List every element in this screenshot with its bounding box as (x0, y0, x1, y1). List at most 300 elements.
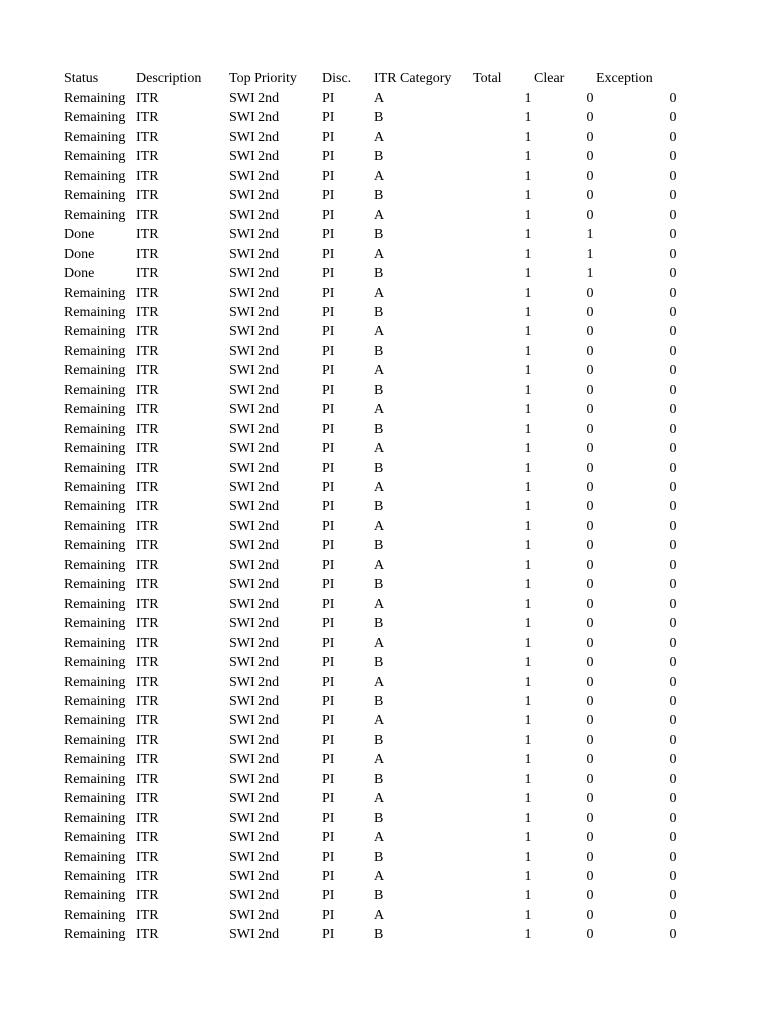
cell-clear: 0 (586, 810, 594, 826)
cell-status: Remaining (64, 674, 126, 690)
table-row (0, 497, 768, 516)
cell-description: ITR (136, 402, 159, 418)
cell-total: 1 (524, 363, 532, 379)
cell-disc: PI (322, 732, 335, 748)
cell-disc: PI (322, 110, 335, 126)
cell-total: 1 (524, 110, 532, 126)
cell-description: ITR (136, 460, 159, 476)
cell-status: Remaining (64, 343, 126, 359)
cell-exception: 0 (669, 480, 677, 495)
cell-disc: PI (322, 655, 335, 671)
cell-description: ITR (136, 752, 159, 768)
cell-status: Remaining (64, 129, 126, 145)
cell-total: 1 (524, 810, 532, 826)
cell-itr-category: B (374, 655, 384, 671)
cell-clear: 0 (586, 674, 594, 690)
table-row (0, 439, 768, 458)
cell-clear: 0 (586, 830, 594, 846)
cell-itr-category: B (374, 693, 384, 709)
cell-description: ITR (136, 693, 159, 709)
table-row (0, 361, 768, 380)
cell-exception: 0 (669, 616, 677, 632)
cell-description: ITR (136, 168, 159, 184)
cell-total: 1 (524, 499, 532, 515)
cell-disc: PI (322, 304, 335, 320)
cell-exception: 0 (669, 266, 677, 282)
cell-top-priority: SWI 2nd (229, 557, 280, 573)
cell-total: 1 (524, 791, 532, 807)
table-row (0, 653, 768, 672)
cell-itr-category: B (374, 732, 384, 748)
cell-exception: 0 (669, 693, 677, 709)
cell-top-priority: SWI 2nd (229, 577, 280, 593)
table-row (0, 711, 768, 730)
cell-itr-category: B (374, 266, 384, 282)
cell-disc: PI (322, 538, 335, 554)
cell-itr-category: B (374, 304, 384, 320)
table-row (0, 167, 768, 186)
cell-exception: 0 (669, 791, 677, 807)
cell-exception: 0 (669, 460, 677, 476)
cell-disc: PI (322, 674, 335, 690)
cell-description: ITR (136, 849, 159, 865)
cell-clear: 0 (586, 577, 594, 593)
table-row (0, 886, 768, 905)
table-row (0, 517, 768, 536)
cell-description: ITR (136, 227, 159, 243)
table-row (0, 673, 768, 692)
cell-disc: PI (322, 149, 335, 165)
cell-top-priority: SWI 2nd (229, 129, 280, 145)
table-row (0, 556, 768, 575)
cell-clear: 0 (586, 888, 594, 904)
cell-itr-category: B (374, 188, 384, 204)
cell-top-priority: SWI 2nd (229, 907, 280, 923)
cell-clear: 0 (586, 421, 594, 437)
cell-itr-category: B (374, 538, 384, 554)
cell-itr-category: B (374, 227, 384, 243)
cell-disc: PI (322, 363, 335, 379)
cell-top-priority: SWI 2nd (229, 285, 280, 301)
cell-top-priority: SWI 2nd (229, 732, 280, 748)
cell-exception: 0 (669, 129, 677, 145)
cell-total: 1 (524, 129, 532, 145)
cell-status: Remaining (64, 518, 126, 534)
cell-total: 1 (524, 441, 532, 457)
cell-itr-category: A (374, 557, 385, 573)
cell-exception: 0 (669, 188, 677, 204)
cell-total: 1 (524, 246, 532, 262)
cell-description: ITR (136, 304, 159, 320)
cell-top-priority: SWI 2nd (229, 460, 280, 476)
cell-clear: 1 (586, 266, 594, 282)
table-row (0, 867, 768, 886)
table-row (0, 147, 768, 166)
cell-total: 1 (524, 460, 532, 476)
cell-clear: 0 (586, 285, 594, 301)
cell-status: Remaining (64, 168, 126, 184)
cell-disc: PI (322, 577, 335, 593)
cell-description: ITR (136, 110, 159, 126)
cell-disc: PI (322, 907, 335, 923)
table-row (0, 186, 768, 205)
cell-total: 1 (524, 188, 532, 204)
cell-status: Remaining (64, 616, 126, 632)
table-row (0, 400, 768, 419)
cell-itr-category: A (374, 635, 385, 651)
cell-exception: 0 (669, 810, 677, 826)
cell-total: 1 (524, 674, 532, 690)
cell-exception: 0 (669, 402, 677, 418)
cell-exception: 0 (669, 421, 677, 437)
cell-top-priority: SWI 2nd (229, 635, 280, 651)
cell-total: 1 (524, 285, 532, 301)
cell-description: ITR (136, 363, 159, 379)
cell-total: 1 (524, 324, 532, 340)
cell-status: Remaining (64, 713, 126, 729)
cell-exception: 0 (669, 441, 677, 457)
cell-top-priority: SWI 2nd (229, 382, 280, 398)
cell-disc: PI (322, 849, 335, 865)
cell-status: Remaining (64, 557, 126, 573)
cell-itr-category: A (374, 596, 385, 612)
cell-exception: 0 (669, 363, 677, 379)
cell-itr-category: A (374, 518, 385, 534)
table-row (0, 342, 768, 361)
cell-total: 1 (524, 421, 532, 437)
cell-top-priority: SWI 2nd (229, 538, 280, 554)
table-row (0, 225, 768, 244)
cell-description: ITR (136, 149, 159, 165)
cell-exception: 0 (669, 713, 677, 729)
cell-clear: 0 (586, 752, 594, 768)
cell-description: ITR (136, 188, 159, 204)
cell-status: Remaining (64, 635, 126, 651)
table-row (0, 614, 768, 633)
cell-status: Remaining (64, 149, 126, 165)
cell-top-priority: SWI 2nd (229, 713, 280, 729)
cell-clear: 0 (586, 693, 594, 709)
cell-top-priority: SWI 2nd (229, 246, 280, 262)
cell-total: 1 (524, 713, 532, 729)
cell-status: Remaining (64, 499, 126, 515)
table-row (0, 536, 768, 555)
cell-total: 1 (524, 402, 532, 418)
cell-clear: 0 (586, 304, 594, 320)
cell-itr-category: A (374, 480, 385, 495)
cell-total: 1 (524, 227, 532, 243)
cell-clear: 0 (586, 460, 594, 476)
cell-disc: PI (322, 460, 335, 476)
cell-exception: 0 (669, 655, 677, 671)
cell-description: ITR (136, 907, 159, 923)
cell-itr-category: B (374, 149, 384, 165)
cell-disc: PI (322, 266, 335, 282)
cell-status: Remaining (64, 849, 126, 865)
cell-top-priority: SWI 2nd (229, 110, 280, 126)
cell-status: Remaining (64, 402, 126, 418)
cell-description: ITR (136, 927, 159, 943)
cell-top-priority: SWI 2nd (229, 499, 280, 515)
cell-description: ITR (136, 810, 159, 826)
cell-status: Remaining (64, 110, 126, 126)
cell-description: ITR (136, 635, 159, 651)
cell-exception: 0 (669, 869, 677, 884)
cell-itr-category: A (374, 207, 385, 223)
cell-description: ITR (136, 577, 159, 593)
cell-total: 1 (524, 888, 532, 904)
cell-total: 1 (524, 266, 532, 282)
cell-exception: 0 (669, 538, 677, 554)
cell-exception: 0 (669, 927, 677, 943)
cell-top-priority: SWI 2nd (229, 616, 280, 632)
cell-top-priority: SWI 2nd (229, 888, 280, 904)
cell-exception: 0 (669, 849, 677, 865)
cell-disc: PI (322, 343, 335, 359)
table-row (0, 322, 768, 341)
cell-exception: 0 (669, 557, 677, 573)
cell-clear: 0 (586, 518, 594, 534)
cell-status: Remaining (64, 207, 126, 223)
cell-disc: PI (322, 499, 335, 515)
cell-disc: PI (322, 421, 335, 437)
cell-itr-category: B (374, 499, 384, 515)
cell-clear: 0 (586, 324, 594, 340)
cell-exception: 0 (669, 635, 677, 651)
cell-itr-category: A (374, 168, 385, 184)
cell-exception: 0 (669, 596, 677, 612)
cell-total: 1 (524, 732, 532, 748)
cell-exception: 0 (669, 830, 677, 846)
cell-top-priority: SWI 2nd (229, 363, 280, 379)
cell-top-priority: SWI 2nd (229, 188, 280, 204)
cell-total: 1 (524, 869, 532, 884)
cell-clear: 0 (586, 207, 594, 223)
cell-top-priority: SWI 2nd (229, 518, 280, 534)
cell-exception: 0 (669, 907, 677, 923)
cell-description: ITR (136, 480, 159, 495)
cell-status: Remaining (64, 810, 126, 826)
cell-exception: 0 (669, 888, 677, 904)
cell-clear: 0 (586, 382, 594, 398)
cell-description: ITR (136, 324, 159, 340)
table-row (0, 108, 768, 127)
cell-itr-category: A (374, 441, 385, 457)
cell-disc: PI (322, 888, 335, 904)
cell-disc: PI (322, 441, 335, 457)
cell-clear: 0 (586, 655, 594, 671)
cell-description: ITR (136, 91, 159, 106)
cell-top-priority: SWI 2nd (229, 343, 280, 359)
cell-exception: 0 (669, 577, 677, 593)
cell-status: Remaining (64, 907, 126, 923)
cell-clear: 0 (586, 499, 594, 515)
cell-exception: 0 (669, 499, 677, 515)
cell-disc: PI (322, 830, 335, 846)
table-row (0, 381, 768, 400)
cell-disc: PI (322, 635, 335, 651)
cell-clear: 0 (586, 480, 594, 495)
table-row (0, 634, 768, 653)
cell-status: Remaining (64, 304, 126, 320)
cell-itr-category: B (374, 382, 384, 398)
cell-itr-category: A (374, 91, 385, 106)
cell-total: 1 (524, 538, 532, 554)
cell-disc: PI (322, 752, 335, 768)
table-row (0, 128, 768, 147)
cell-total: 1 (524, 849, 532, 865)
cell-description: ITR (136, 441, 159, 457)
cell-top-priority: SWI 2nd (229, 266, 280, 282)
cell-total: 1 (524, 480, 532, 495)
cell-top-priority: SWI 2nd (229, 304, 280, 320)
cell-clear: 0 (586, 188, 594, 204)
cell-top-priority: SWI 2nd (229, 655, 280, 671)
cell-top-priority: SWI 2nd (229, 927, 280, 943)
cell-total: 1 (524, 577, 532, 593)
cell-exception: 0 (669, 343, 677, 359)
cell-itr-category: A (374, 285, 385, 301)
cell-status: Remaining (64, 188, 126, 204)
cell-itr-category: A (374, 674, 385, 690)
cell-description: ITR (136, 266, 159, 282)
cell-description: ITR (136, 538, 159, 554)
cell-status: Remaining (64, 732, 126, 748)
table-row (0, 420, 768, 439)
cell-disc: PI (322, 246, 335, 262)
cell-clear: 0 (586, 557, 594, 573)
cell-total: 1 (524, 616, 532, 632)
cell-disc: PI (322, 168, 335, 184)
table-row (0, 925, 768, 944)
cell-status: Remaining (64, 538, 126, 554)
cell-exception: 0 (669, 674, 677, 690)
cell-total: 1 (524, 91, 532, 106)
cell-top-priority: SWI 2nd (229, 810, 280, 826)
cell-status: Done (64, 266, 95, 282)
cell-total: 1 (524, 771, 532, 787)
cell-description: ITR (136, 285, 159, 301)
header-description: Description (136, 71, 202, 86)
cell-clear: 0 (586, 402, 594, 418)
cell-exception: 0 (669, 518, 677, 534)
cell-clear: 0 (586, 441, 594, 457)
cell-itr-category: A (374, 713, 385, 729)
cell-description: ITR (136, 869, 159, 884)
cell-status: Remaining (64, 693, 126, 709)
cell-description: ITR (136, 596, 159, 612)
cell-clear: 0 (586, 791, 594, 807)
cell-top-priority: SWI 2nd (229, 596, 280, 612)
cell-description: ITR (136, 499, 159, 515)
cell-clear: 0 (586, 129, 594, 145)
cell-description: ITR (136, 382, 159, 398)
table-row (0, 731, 768, 750)
cell-disc: PI (322, 227, 335, 243)
cell-top-priority: SWI 2nd (229, 830, 280, 846)
cell-exception: 0 (669, 110, 677, 126)
table-row (0, 809, 768, 828)
cell-top-priority: SWI 2nd (229, 869, 280, 884)
cell-top-priority: SWI 2nd (229, 149, 280, 165)
cell-itr-category: B (374, 888, 384, 904)
cell-disc: PI (322, 869, 335, 884)
cell-description: ITR (136, 518, 159, 534)
cell-exception: 0 (669, 168, 677, 184)
cell-status: Remaining (64, 460, 126, 476)
table-row (0, 478, 768, 497)
cell-disc: PI (322, 713, 335, 729)
cell-clear: 0 (586, 616, 594, 632)
cell-clear: 0 (586, 91, 594, 106)
cell-clear: 0 (586, 732, 594, 748)
cell-top-priority: SWI 2nd (229, 324, 280, 340)
cell-exception: 0 (669, 227, 677, 243)
cell-exception: 0 (669, 382, 677, 398)
cell-top-priority: SWI 2nd (229, 227, 280, 243)
cell-total: 1 (524, 752, 532, 768)
cell-exception: 0 (669, 246, 677, 262)
cell-clear: 0 (586, 927, 594, 943)
header-clear: Clear (534, 71, 565, 86)
cell-description: ITR (136, 655, 159, 671)
cell-disc: PI (322, 382, 335, 398)
cell-top-priority: SWI 2nd (229, 693, 280, 709)
cell-disc: PI (322, 91, 335, 106)
cell-exception: 0 (669, 752, 677, 768)
cell-itr-category: A (374, 869, 385, 884)
cell-clear: 0 (586, 168, 594, 184)
cell-description: ITR (136, 207, 159, 223)
cell-itr-category: B (374, 343, 384, 359)
cell-disc: PI (322, 518, 335, 534)
cell-status: Done (64, 227, 95, 243)
table-row (0, 770, 768, 789)
cell-disc: PI (322, 207, 335, 223)
cell-itr-category: A (374, 402, 385, 418)
header-exception: Exception (596, 71, 653, 86)
cell-clear: 0 (586, 110, 594, 126)
cell-exception: 0 (669, 304, 677, 320)
cell-status: Remaining (64, 285, 126, 301)
cell-description: ITR (136, 557, 159, 573)
header-status: Status (64, 71, 99, 86)
cell-itr-category: A (374, 129, 385, 145)
cell-itr-category: B (374, 810, 384, 826)
cell-exception: 0 (669, 732, 677, 748)
table-row (0, 750, 768, 769)
table-header-row (0, 69, 768, 88)
cell-total: 1 (524, 518, 532, 534)
cell-disc: PI (322, 188, 335, 204)
cell-status: Remaining (64, 382, 126, 398)
cell-status: Remaining (64, 888, 126, 904)
cell-total: 1 (524, 927, 532, 943)
cell-disc: PI (322, 557, 335, 573)
cell-itr-category: B (374, 110, 384, 126)
table-row (0, 906, 768, 925)
cell-description: ITR (136, 246, 159, 262)
cell-status: Remaining (64, 324, 126, 340)
cell-total: 1 (524, 557, 532, 573)
cell-disc: PI (322, 129, 335, 145)
cell-itr-category: A (374, 907, 385, 923)
cell-clear: 0 (586, 713, 594, 729)
cell-disc: PI (322, 616, 335, 632)
cell-itr-category: B (374, 616, 384, 632)
table-row (0, 692, 768, 711)
cell-top-priority: SWI 2nd (229, 421, 280, 437)
